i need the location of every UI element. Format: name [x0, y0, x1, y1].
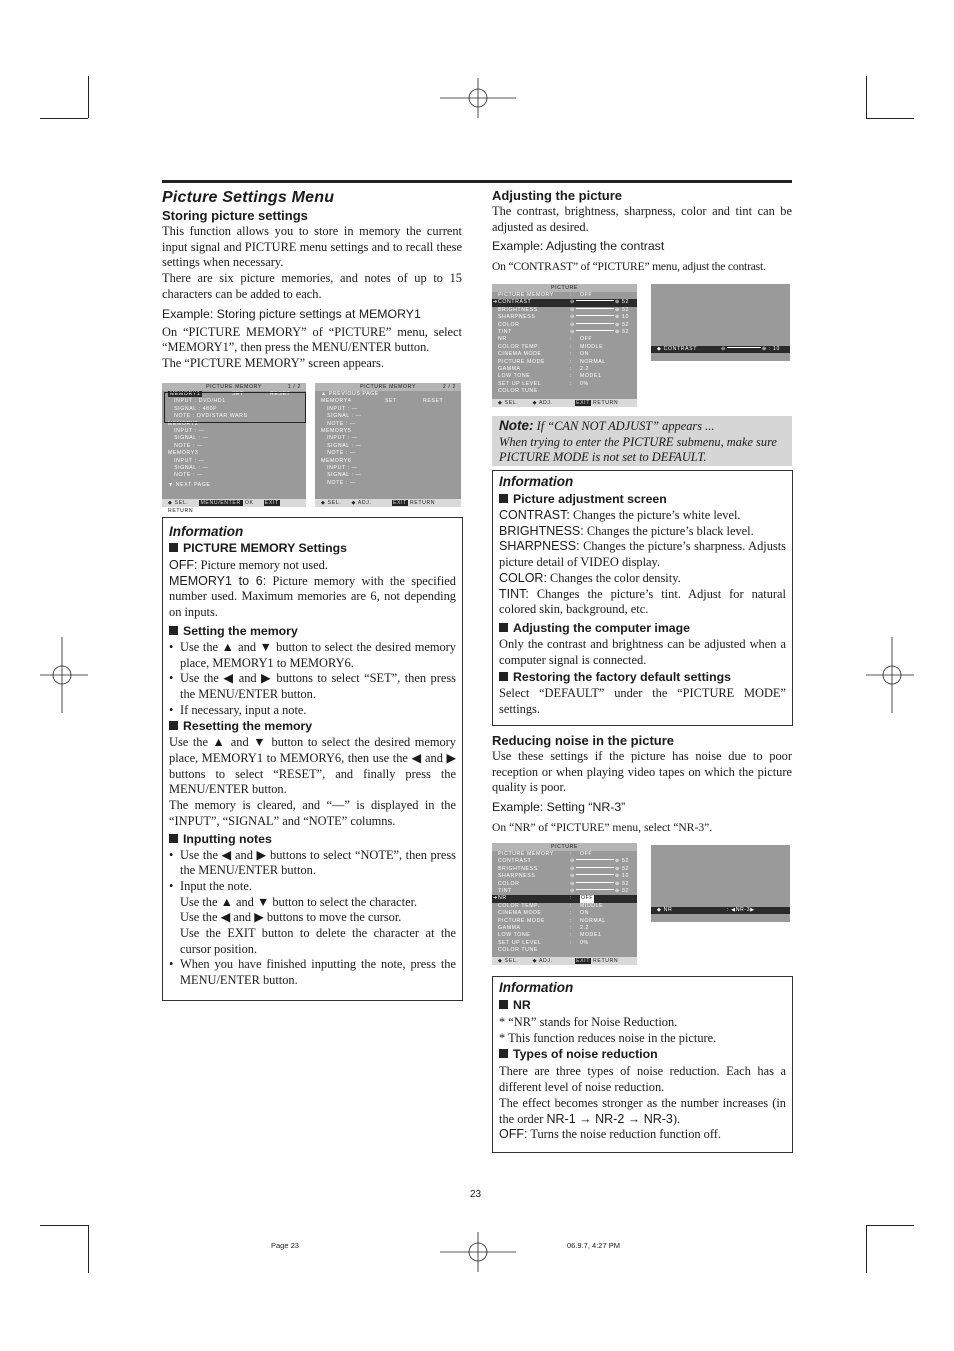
- memory-row: NOTE : —: [321, 420, 356, 427]
- square-bullet-icon: [499, 623, 508, 632]
- memory-row: MEMORY4 SET RESET: [321, 398, 444, 405]
- menu-row-label: PICTURE MEMORY: [498, 292, 554, 298]
- crop-mark: [866, 1225, 914, 1226]
- menu-row[interactable]: COLOR TEMP. : MIDDLE: [498, 902, 604, 909]
- menu-row-label: COLOR TEMP.: [498, 902, 540, 909]
- slider-bar[interactable]: ⊖ ⊕ :: [570, 321, 624, 328]
- menu-row-label: LOW TONE: [498, 373, 531, 380]
- up-arrow-icon: ▲: [321, 391, 327, 397]
- subheading: Setting the memory: [183, 623, 298, 638]
- slider-bar[interactable]: ⊖ ⊕ :: [570, 865, 624, 872]
- popup-value: NR-3: [735, 907, 751, 913]
- term: OFF:: [169, 558, 198, 572]
- square-bullet-icon: [499, 494, 508, 503]
- menu-row[interactable]: [492, 314, 637, 321]
- menu-row-label: SET UP LEVEL: [498, 939, 542, 946]
- menu-row-value: 32: [622, 306, 629, 313]
- paragraph: Select “DEFAULT” under the “PICTURE MODE” settings.: [499, 686, 786, 717]
- screen-title: PICTURE MEMORY 2 / 2: [315, 383, 461, 391]
- menu-row-label: NR: [498, 336, 507, 343]
- menu-row-value: 0%: [580, 939, 589, 946]
- adjusting-section: [492, 188, 792, 275]
- menu-row[interactable]: LOW TONE : MODE1: [498, 373, 602, 380]
- menu-row-value: 52: [622, 858, 629, 865]
- adjusting-heading: Adjusting the picture: [492, 188, 622, 203]
- menu-row[interactable]: SET UP LEVEL : 0%: [498, 939, 589, 946]
- noise-example: Example: Setting “NR-3”: [492, 800, 626, 815]
- footer-timestamp: 06.9.7, 4:27 PM: [567, 1241, 620, 1250]
- square-bullet-icon: [169, 834, 178, 843]
- memory-row: NOTE : —: [168, 442, 203, 449]
- menu-row-value: 32: [622, 880, 629, 887]
- menu-row-value: 32: [622, 865, 629, 872]
- subheading: Picture adjustment screen: [513, 492, 667, 506]
- crop-mark: [88, 76, 89, 118]
- paragraph: Only the contrast and brightness can be adjusted when a computer signal is connected.: [499, 636, 786, 667]
- menu-row-value: 2.2: [580, 365, 590, 372]
- menu-row-label: PICTURE MODE: [498, 917, 545, 924]
- picture-menu-contrast: [492, 284, 637, 407]
- subheading: Types of noise reduction: [513, 1047, 658, 1062]
- indented-text: Use the EXIT button to delete the character at the cursor position.: [180, 926, 456, 956]
- menu-row-value: 52: [622, 299, 629, 306]
- previous-page-label: PREVIOUS PAGE: [328, 391, 379, 397]
- contrast-popup-screen: ◆ CONTRAST ⊖ ⊕ : 10: [651, 284, 790, 361]
- menu-row[interactable]: [492, 888, 637, 895]
- memory-row: INPUT : DVD/HD1: [168, 398, 226, 405]
- information-box-nr: Information NR * “NR” stands for Noise Reduction. * This function reduces noise in the picture. Types of noise reduction There are three types of noise reduction. Each has a different level of noise reduction. The effect becomes stronger as the number increases (in the order NR-1 → NR-2 → NR-3). OFF: Turns the noise reduction function off.: [492, 976, 793, 1153]
- crop-mark: [88, 1225, 89, 1273]
- slider-bar[interactable]: ⊖ ⊕ :: [570, 299, 624, 306]
- memory-row: MEMORY3: [168, 450, 199, 457]
- memory-row: NOTE : —: [168, 472, 203, 479]
- memory-row: NOTE : DVD/STAR WARS: [168, 413, 248, 420]
- menu-row[interactable]: [492, 947, 637, 954]
- menu-row-label: GAMMA: [498, 365, 521, 372]
- paragraph: * “NR” stands for Noise Reduction.: [499, 1015, 678, 1029]
- square-bullet-icon: [169, 721, 178, 730]
- menu-row[interactable]: COLOR TEMP. : MIDDLE: [498, 343, 604, 350]
- information-header: Information: [499, 980, 574, 995]
- square-bullet-icon: [499, 1049, 508, 1058]
- storing-paragraph-1: This function allows you to store in memory the current input signal and PICTURE menu settings and to recall these settings when necessary.: [162, 224, 462, 270]
- menu-row-label: PICTURE MODE: [498, 358, 545, 365]
- down-arrow-icon: ▼: [168, 481, 174, 488]
- menu-row-label: TINT: [498, 887, 512, 894]
- list-item: • Use the ▲ and ▼ button to select the desired memory place, MEMORY1 to MEMORY6.: [169, 640, 456, 671]
- information-header: Information: [169, 524, 244, 539]
- menu-row-value: 0%: [580, 380, 589, 387]
- page-title: Picture Settings Menu: [162, 189, 335, 206]
- menu-row[interactable]: [492, 307, 637, 314]
- menu-row-value: MODE1: [580, 932, 602, 939]
- storing-instruction-2: The “PICTURE MEMORY” screen appears.: [162, 355, 384, 370]
- noise-instruction: On “NR” of “PICTURE” menu, select “NR-3”.: [492, 821, 713, 835]
- menu-row-value: 10: [622, 314, 629, 321]
- noise-section: [492, 733, 792, 836]
- paragraph: * This function reduces noise in the picture.: [499, 1030, 717, 1045]
- menu-row-label: BRIGHTNESS: [498, 865, 538, 872]
- menu-row-label: COLOR TEMP.: [498, 343, 540, 350]
- menu-row[interactable]: [492, 329, 637, 336]
- adjusting-example: Example: Adjusting the contrast: [492, 239, 665, 254]
- menu-row[interactable]: CINEMA MODE : ON: [498, 351, 589, 358]
- memory-row: INPUT : —: [168, 457, 205, 464]
- memory-row: INPUT : —: [321, 464, 358, 471]
- menu-row-value: 32: [622, 321, 629, 328]
- list-item: • Input the note.: [169, 879, 456, 895]
- memory-row: INPUT : —: [321, 435, 358, 442]
- menu-row-label: PICTURE MEMORY: [498, 851, 554, 857]
- menu-row-value: MIDDLE: [580, 902, 604, 909]
- menu-row[interactable]: SET UP LEVEL : 0%: [498, 380, 589, 387]
- storing-instruction-1: On “PICTURE MEMORY” of “PICTURE” menu, select “MEMORY1”, then press the MENU/ENTER button.: [162, 324, 462, 355]
- menu-row[interactable]: PICTURE MODE : NORMAL: [498, 358, 606, 365]
- slider-bar[interactable]: ⊖ ⊕ :: [570, 314, 624, 321]
- menu-row-label: TINT: [498, 328, 512, 335]
- memory-row: MEMORY2: [168, 420, 199, 427]
- menu-row[interactable]: [492, 388, 637, 395]
- registration-mark: [40, 637, 88, 713]
- menu-row[interactable]: LOW TONE : MODE1: [498, 932, 602, 939]
- term: MEMORY1 to 6:: [169, 573, 267, 588]
- memory-row: MEMORY5: [321, 427, 352, 434]
- menu-row-value: 32: [622, 887, 629, 894]
- screen-footer: ◆ SEL. ◆ ADJ. EXIT RETURN: [315, 499, 461, 507]
- memory-row: NOTE : —: [321, 450, 356, 457]
- menu-row-label: SET UP LEVEL: [498, 380, 542, 387]
- indented-text: Use the ◀ and ▶ buttons to move the cursor.: [180, 910, 402, 925]
- indented-text: Use the ▲ and ▼ button to select the character.: [180, 894, 418, 909]
- paragraph: Use the ▲ and ▼ button to select the desired memory place, MEMORY1 to MEMORY6, then use the ◀ and ▶ buttons to select “RESET”, and finally press the MENU/ENTER button.: [169, 735, 456, 797]
- subheading: NR: [513, 998, 531, 1012]
- screen-footer: ◆ SEL. ◆ ADJ. EXIT RETURN: [492, 957, 637, 965]
- screen-footer: ◆ SEL. MENU/ENTER OK EXIT RETURN: [162, 499, 306, 507]
- screen-footer: ◆ SEL. ◆ ADJ. EXIT RETURN: [492, 399, 637, 407]
- memory-row: SIGNAL : —: [321, 472, 362, 479]
- menu-row-value: NORMAL: [580, 917, 606, 924]
- slider-bar[interactable]: ⊖ ⊕ :: [570, 887, 624, 894]
- menu-row[interactable]: GAMMA : 2.2: [498, 365, 590, 372]
- menu-row-label: CONTRAST: [498, 858, 532, 865]
- storing-heading: Storing picture settings: [162, 208, 308, 223]
- registration-mark: [866, 637, 914, 713]
- memory-row: INPUT : —: [321, 405, 358, 412]
- picture-memory-screen-2: [315, 383, 461, 507]
- menu-row-label: LOW TONE: [498, 932, 531, 939]
- memory-row: SIGNAL : —: [321, 413, 362, 420]
- storing-paragraph-2: There are six picture memories, and notes of up to 15 characters can be added to each.: [162, 271, 462, 301]
- menu-row-value: NORMAL: [580, 358, 606, 365]
- menu-row-value: OFF: [580, 336, 593, 343]
- menu-row[interactable]: PICTURE MODE : NORMAL: [498, 917, 606, 924]
- menu-row-value: OFF: [581, 895, 594, 902]
- registration-mark: [440, 1232, 516, 1272]
- menu-row-value: ON: [580, 351, 589, 358]
- page-number: 23: [470, 1189, 482, 1200]
- crop-mark: [866, 1225, 867, 1273]
- paragraph: The contrast, brightness, sharpness, color and tint can be adjusted as desired.: [492, 204, 792, 234]
- paragraph: There are three types of noise reduction. Each has a different level of noise reduction.: [499, 1064, 786, 1095]
- menu-row[interactable]: NR : OFF: [498, 336, 593, 343]
- information-box-memory: Information PICTURE MEMORY Settings OFF: Picture memory not used. MEMORY1 to 6: Picture memory with the specified number used. Maximum memories are 6, not depending on inputs. Setting the memory • Use the ▲ and ▼ button to select the desired memory place, MEMORY1 to MEMORY6. • Use the ◀ and ▶ buttons to select “SET”, then press the MENU/ENTER button. • If necessary, input a note. Resetting the memory Use the ▲ and ▼ button to select the desired memory place, MEMORY1 to MEMORY6, then use the ◀ and ▶ buttons to select “RESET”, and finally press the MENU/ENTER button. The memory is cleared, and “—” is displayed in the “INPUT”, “SIGNAL” and “NOTE” columns. Inputting notes • Use the ◀ and ▶ buttons to select “NOTE”, then press the MENU/ENTER button. • Input the note. Use the ▲ and ▼ button to select the character. Use the ◀ and ▶ buttons to move the cursor. Use the EXIT button to delete the character at the cursor position. • When you have finished inputting the note, press the MENU/ENTER button.: [162, 517, 463, 1001]
- menu-row-label: BRIGHTNESS: [498, 306, 538, 313]
- menu-row-label: COLOR TUNE: [498, 947, 538, 954]
- menu-row[interactable]: [492, 873, 637, 880]
- menu-row[interactable]: [492, 866, 637, 873]
- list-item: • Use the ◀ and ▶ buttons to select “NOTE”, then press the MENU/ENTER button.: [169, 848, 456, 879]
- menu-row-value: MIDDLE: [580, 343, 604, 350]
- memory-row: SIGNAL : 480P: [168, 405, 218, 412]
- menu-row-value: 10: [622, 873, 629, 880]
- paragraph: Use these settings if the picture has noise due to poor reception or when playing video tapes on which the picture quality is poor.: [492, 749, 792, 795]
- note-label: Note:: [499, 418, 534, 433]
- note-box: Note: If “CAN NOT ADJUST” appears ... When trying to enter the PICTURE submenu, make sure PICTURE MODE is not set to DEFAULT.: [492, 416, 792, 466]
- popup-value: 10: [773, 346, 781, 352]
- noise-heading: Reducing noise in the picture: [492, 733, 675, 748]
- paragraph: The memory is cleared, and “—” is displayed in the “INPUT”, “SIGNAL” and “NOTE” columns.: [169, 798, 456, 828]
- slider-bar[interactable]: ⊖ ⊕ :: [570, 873, 624, 880]
- square-bullet-icon: [169, 543, 178, 552]
- selection-frame: [164, 392, 306, 423]
- popup-label: NR: [663, 907, 673, 913]
- storing-section: [162, 208, 462, 372]
- menu-row-label: GAMMA: [498, 924, 521, 931]
- menu-row[interactable]: ➔ NR : OFF: [492, 895, 637, 902]
- subheading: Adjusting the computer image: [513, 620, 690, 635]
- menu-row-label: NR: [498, 895, 507, 902]
- menu-row-label: CINEMA MODE: [498, 910, 542, 917]
- menu-row[interactable]: [492, 881, 637, 888]
- menu-row-value: ON: [580, 910, 589, 917]
- list-item: • When you have finished inputting the note, press the MENU/ENTER button.: [169, 957, 456, 988]
- pointer-icon: ➔: [493, 299, 498, 306]
- storing-example: Example: Storing picture settings at MEMORY1: [162, 306, 421, 321]
- subheading: Restoring the factory default settings: [513, 670, 731, 685]
- memory-row: NOTE : —: [321, 479, 356, 486]
- top-rule: [162, 180, 792, 183]
- pointer-icon: ➔: [493, 895, 498, 902]
- menu-row-value: OFF: [580, 292, 593, 298]
- registration-mark: [440, 78, 516, 118]
- information-box-picture: Information Picture adjustment screen CONTRAST: Changes the picture’s white level. BRIGHTNESS: Changes the picture’s black level. SHARPNESS: Changes the picture’s sharpness. Adjusts picture detail of VIDEO display. COLOR: Changes the color density. TINT: Changes the picture’s tint. Adjust for natural colored skin, background, etc. Adjusting the computer image Only the contrast and brightness can be adjusted when a computer signal is connected. Restoring the factory default settings Select “DEFAULT” under the “PICTURE MODE” settings.: [492, 470, 793, 726]
- menu-row-value: OFF: [580, 851, 593, 857]
- menu-row-label: SHARPNESS: [498, 873, 536, 880]
- menu-row-value: MODE1: [580, 373, 602, 380]
- subheading: PICTURE MEMORY Settings: [183, 541, 347, 555]
- crop-mark: [866, 118, 914, 119]
- menu-row-label: COLOR: [498, 880, 520, 887]
- list-item: • If necessary, input a note.: [169, 703, 456, 719]
- memory-row: SIGNAL : —: [168, 435, 209, 442]
- slider-bar[interactable]: ⊖ ⊕ :: [570, 858, 624, 865]
- menu-row[interactable]: [492, 322, 637, 329]
- popup-label: CONTRAST: [663, 346, 697, 352]
- subheading: Inputting notes: [183, 831, 272, 846]
- menu-row-label: COLOR: [498, 321, 520, 328]
- square-bullet-icon: [169, 626, 178, 635]
- memory-row: MEMORY6: [321, 457, 352, 464]
- memory-row: SIGNAL : —: [321, 442, 362, 449]
- screen-title: PICTURE MEMORY 1 / 2: [162, 383, 306, 391]
- screen-title: PICTURE: [492, 843, 637, 851]
- note-text: When trying to enter the PICTURE submenu, make sure PICTURE MODE is not set to DEFAULT.: [499, 434, 777, 464]
- slider-bar[interactable]: ⊖ ⊕ :: [570, 880, 624, 887]
- menu-row[interactable]: PICTURE MEMORY : OFF: [498, 292, 593, 298]
- crop-mark: [866, 76, 867, 118]
- crop-mark: [40, 1225, 88, 1226]
- memory-row: INPUT : —: [168, 427, 205, 434]
- list-item: • Use the ◀ and ▶ buttons to select “SET”, then press the MENU/ENTER button.: [169, 671, 456, 702]
- menu-row[interactable]: [492, 858, 637, 865]
- picture-menu-nr: [492, 843, 637, 965]
- information-header: Information: [499, 474, 574, 489]
- crop-mark: [40, 118, 88, 119]
- menu-row-label: SHARPNESS: [498, 314, 536, 321]
- menu-row-value: 32: [622, 328, 629, 335]
- menu-row-label: CINEMA MODE: [498, 351, 542, 358]
- menu-row-value: 2.2: [580, 924, 590, 931]
- square-bullet-icon: [499, 1000, 508, 1009]
- square-bullet-icon: [499, 672, 508, 681]
- menu-row[interactable]: GAMMA : 2.2: [498, 924, 590, 931]
- memory-row: MEMORY1 SET RESET: [170, 391, 291, 397]
- menu-row[interactable]: PICTURE MEMORY : OFF: [498, 851, 593, 857]
- nr-popup-screen: ◆ NR : ◀NR-3▶: [651, 845, 790, 922]
- slider-bar[interactable]: ⊖ ⊕ :: [570, 328, 624, 335]
- screen-title: PICTURE: [492, 284, 637, 292]
- picture-memory-screen-1: [162, 383, 306, 514]
- menu-row[interactable]: CINEMA MODE : ON: [498, 910, 589, 917]
- footer-page-label: Page 23: [271, 1241, 299, 1250]
- menu-row-label: CONTRAST: [498, 299, 532, 306]
- subheading: Resetting the memory: [183, 719, 313, 734]
- menu-row[interactable]: [492, 299, 637, 306]
- adjusting-instruction: On “CONTRAST” of “PICTURE” menu, adjust the contrast.: [492, 260, 766, 274]
- next-page-label: NEXT PAGE: [175, 481, 211, 488]
- memory-row: SIGNAL : —: [168, 464, 209, 471]
- slider-bar[interactable]: ⊖ ⊕ :: [570, 306, 624, 313]
- menu-row-label: COLOR TUNE: [498, 388, 538, 395]
